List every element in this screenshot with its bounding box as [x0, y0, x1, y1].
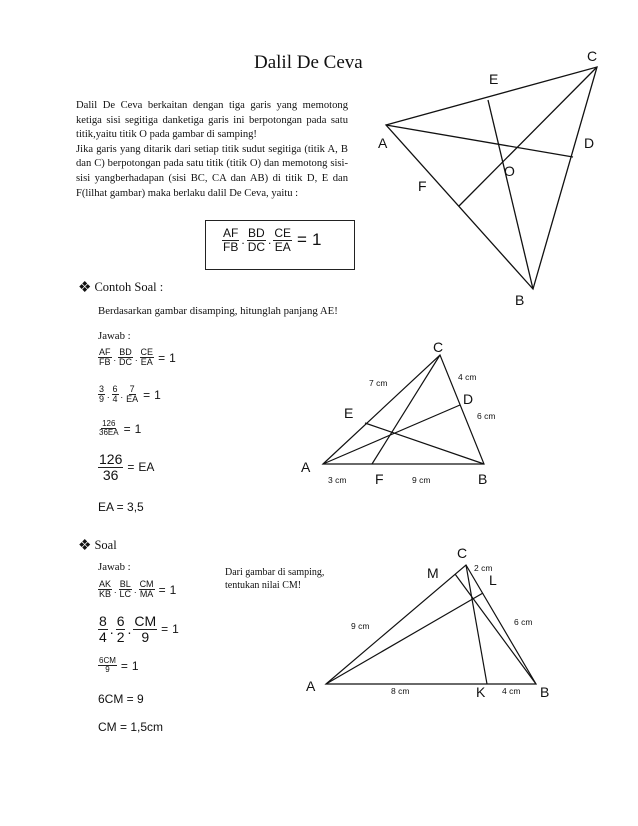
exercise-step-2: $\frac{8}{4}$ . $\frac{6}{2}$ . $\frac{CM}{9}$ = 1 — [99, 613, 179, 645]
label-a-exercise: A — [306, 678, 316, 694]
label-f: F — [418, 178, 427, 194]
label-l: L — [489, 572, 497, 588]
exercise-answer-label: Jawab : — [98, 561, 131, 573]
intro-paragraph-2: Jika garis yang ditarik dari setiap titik sudut segitiga (titik A, B dan C) berpotongan pada satu titik (titik O) dan memotong sisi-sisi yangberhadapan (sisi BC, CA dan AB) di titik D, E dan F(lilhat gambar) maka berlaku dalil De Ceva, yaitu : — [76, 143, 348, 199]
length-ce: 7 cm — [369, 378, 388, 388]
exercise-step-3: $\frac{6CM}{9}$ = 1 — [99, 656, 139, 675]
exercise-heading: ❖ Soal — [78, 538, 117, 554]
length-ak: 8 cm — [391, 686, 410, 696]
example-question: Berdasarkan gambar disamping, hitunglah panjang AE! — [98, 305, 338, 317]
example-step-3: $\frac{126}{36EA}$ = 1 — [99, 419, 142, 438]
label-k: K — [476, 684, 486, 700]
label-e: E — [489, 71, 499, 87]
example-answer-label: Jawab : — [98, 330, 131, 342]
example-result: EA = 3,5 — [98, 500, 144, 514]
exercise-step-4: 6CM = 9 — [98, 692, 144, 706]
length-af: 3 cm — [328, 475, 347, 485]
length-am: 9 cm — [351, 621, 370, 631]
label-c-exercise: C — [457, 545, 468, 561]
example-step-4: $\frac{126}{36}$ = EA — [99, 451, 155, 483]
label-d-example: D — [463, 391, 474, 407]
length-db: 6 cm — [477, 411, 496, 421]
label-f-example: F — [375, 471, 384, 487]
label-d: D — [584, 135, 595, 151]
diamond-bullet-icon: ❖ — [78, 538, 92, 554]
label-o: O — [504, 163, 515, 179]
example-step-1: $\frac{AF}{FB}$ . $\frac{BD}{DC}$ . $\frac{CE}{EA}$ = 1 — [99, 347, 176, 368]
label-a: A — [378, 135, 388, 151]
label-a-example: A — [301, 459, 311, 475]
exercise-step-1: $\frac{AK}{KB}$ . $\frac{BL}{LC}$ . $\frac{CM}{MA}$ = 1 — [99, 579, 177, 600]
label-b-exercise: B — [540, 684, 550, 700]
diamond-bullet-icon: ❖ — [78, 280, 92, 296]
page-title: Dalil De Ceva — [254, 52, 363, 73]
length-cd: 4 cm — [458, 372, 477, 382]
length-fb: 9 cm — [412, 475, 431, 485]
ceva-formula: $\frac{AF}{FB}$ . $\frac{BD}{DC}$ . $\frac{CE}{EA}$ = 1 — [223, 226, 322, 254]
example-step-2: $\frac{3}{9}$ . $\frac{6}{4}$ . $\frac{7}{EA}$ = 1 — [99, 384, 161, 405]
label-c-example: C — [433, 339, 444, 355]
length-lb: 6 cm — [514, 617, 533, 627]
example-heading: ❖ Contoh Soal : — [78, 280, 164, 296]
label-e-example: E — [344, 405, 354, 421]
label-m: M — [427, 565, 439, 581]
cevian-bm — [455, 574, 536, 684]
label-c: C — [587, 48, 598, 64]
length-kb: 4 cm — [502, 686, 521, 696]
cevian-al — [326, 593, 483, 684]
exercise-result: CM = 1,5cm — [98, 720, 164, 734]
label-b: B — [515, 292, 525, 308]
length-cl: 2 cm — [474, 563, 493, 573]
intro-paragraph-1: Dalil De Ceva berkaitan dengan tiga garis yang memotong ketiga sisi segitiga danketiga garis ini berpotongan pada satu titik,yaitu titik O pada gambar di samping! — [76, 100, 348, 141]
label-b-example: B — [478, 471, 488, 487]
exercise-question: Dari gambar di samping, tentukan nilai CM! — [225, 567, 325, 591]
